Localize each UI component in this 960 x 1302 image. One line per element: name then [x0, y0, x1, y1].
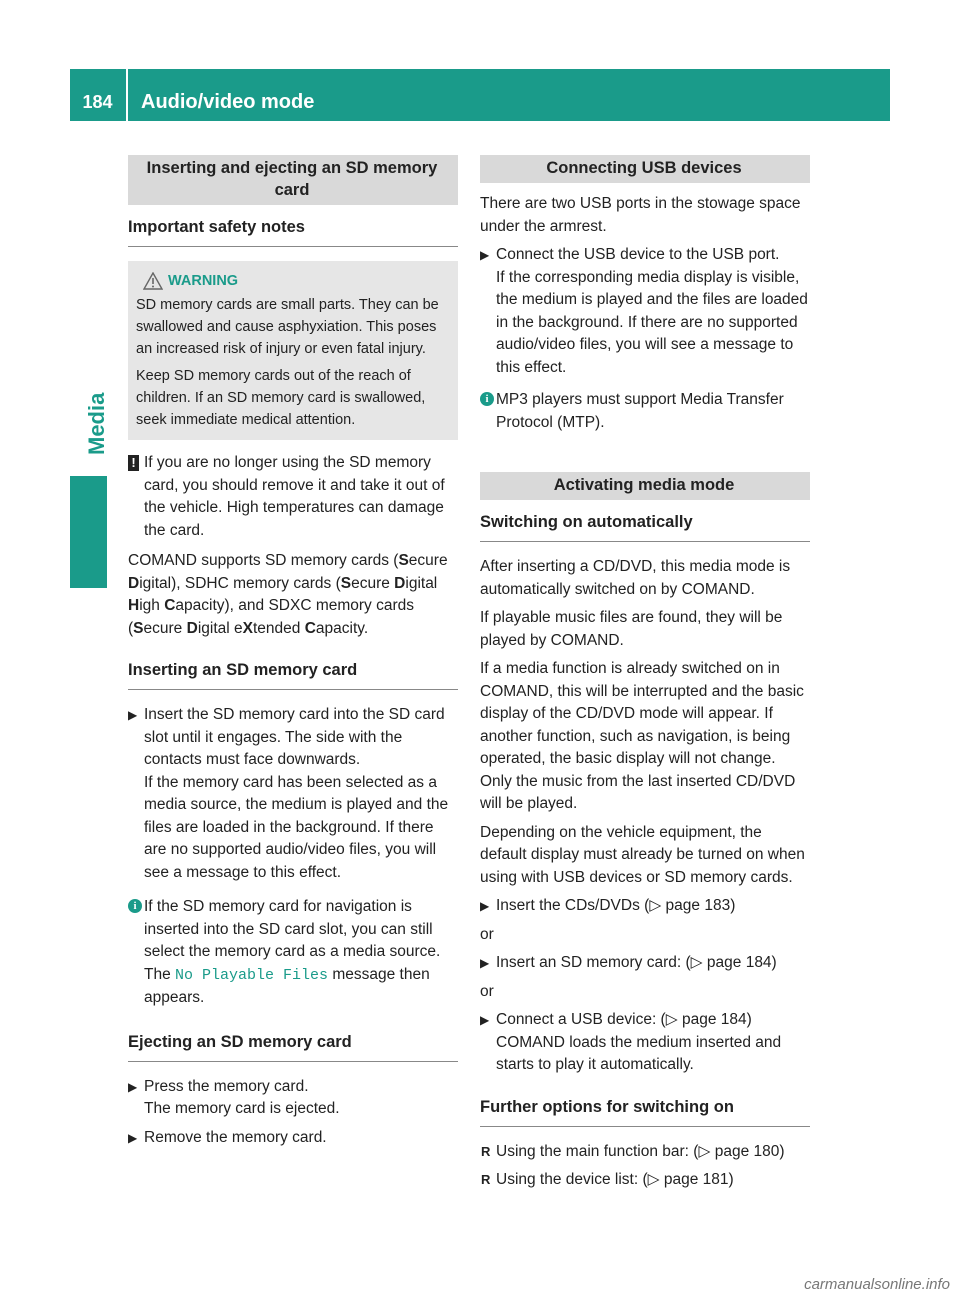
step-usb-connect [480, 244, 810, 379]
section-heading-usb: Connecting USB devices [480, 155, 810, 183]
auto-paragraph-4: Depending on the vehicle equipment, the default display must already be turned on when using with USB devices or SD memory cards. [480, 823, 805, 886]
supports-abbr: X [242, 619, 253, 637]
subheading-safety: Important safety notes [128, 215, 458, 247]
spacer [128, 1018, 458, 1030]
spacer [480, 442, 810, 472]
exclamation-icon: ! [128, 455, 139, 471]
warning-triangle-icon [143, 272, 163, 290]
step-usb-result: If the corresponding media display is visible, the medium is played and the files are loaded in the background. If there are no supported audio/video files, you will see a message to this effect. [496, 268, 808, 376]
supports-abbr: D [128, 574, 140, 592]
bullet-r-icon: R [481, 1172, 491, 1187]
supports-text: ecure [351, 574, 395, 592]
step-arrow-icon: ▶ [128, 1130, 138, 1145]
supports-text: COMAND supports SD memory cards ( [128, 552, 399, 569]
supports-abbr: S [133, 619, 144, 637]
step-usb-connect-result: COMAND loads the medium inserted and starts to play it automatically. [496, 1033, 782, 1073]
info-icon: i [480, 392, 494, 406]
warning-title [136, 270, 450, 292]
side-tab-label: Media [84, 392, 109, 455]
option-main-bar [480, 1141, 810, 1164]
info-note-navigation [128, 896, 458, 1010]
step-arrow-icon: ▶ [128, 1079, 138, 1094]
left-column [128, 155, 458, 1155]
auto-paragraph-3: If a media function is already switched on in COMAND, this will be interrupted and the basic display of the CD/DVD mode will appear. If another function, such as navigation, is being operated, the basic display will not change. Only the music from the last inserted CD/DVD will be played. [480, 660, 804, 812]
info-note-mtp-text: MP3 players must support Media Transfer Protocol (MTP). [496, 391, 784, 431]
supports-text: igital e [197, 619, 243, 637]
supports-text: apacity. [315, 619, 369, 637]
subheading-ejecting: Ejecting an SD memory card [128, 1030, 458, 1062]
page-ref-icon: ▷ [665, 1011, 678, 1028]
info-note-text-b: message then appears. [144, 965, 430, 1006]
supports-text: igh [139, 597, 165, 614]
info-note-mtp [480, 389, 810, 434]
warning-text-1: SD memory cards are small parts. They can be swallowed and cause asphyxiation. This poses an increased risk of injury or even fatal injury. [136, 297, 439, 357]
step-eject-press [128, 1076, 458, 1121]
info-note-text-a: If the SD memory card for navigation is inserted into the SD card slot, you can still select the memory card as a media source. The [144, 898, 441, 983]
page-ref-link[interactable]: page 180) [714, 1142, 785, 1160]
step-remove-text: Remove the memory card. [144, 1128, 327, 1146]
warning-title-text: WARNING [168, 273, 239, 289]
option-device-list [480, 1169, 810, 1192]
header-divider [126, 69, 128, 121]
auto-paragraph-2: If playable music files are found, they will be played by COMAND. [480, 609, 783, 649]
subheading-inserting: Inserting an SD memory card [128, 658, 458, 690]
page-ref-link[interactable]: page 181) [663, 1171, 734, 1188]
supports-abbr: H [128, 597, 140, 614]
page-ref-link[interactable]: page 184) [706, 954, 777, 971]
step-connect-usb [480, 1009, 810, 1077]
step-eject-text: Press the memory card. [144, 1077, 309, 1095]
spacer [480, 1083, 810, 1095]
page-ref-link[interactable]: page 184) [681, 1011, 752, 1028]
section-heading-sd: Inserting and ejecting an SD memory card [128, 155, 458, 205]
supports-text: apacity), and SDXC memory cards ( [128, 597, 415, 637]
spacer [128, 646, 458, 658]
supports-text: ecure [143, 619, 187, 637]
step-arrow-icon: ▶ [480, 1013, 490, 1027]
step-sd-text: Insert an SD memory card: ( [496, 954, 691, 971]
step-arrow-icon: ▶ [128, 708, 138, 722]
step-arrow-icon: ▶ [480, 899, 490, 913]
supports-paragraph [128, 550, 458, 640]
section-heading-activating: Activating media mode [480, 472, 810, 500]
step-eject-remove [128, 1127, 458, 1150]
option-device-list-text: Using the device list: ( [496, 1171, 648, 1188]
step-insert-sd [480, 952, 810, 975]
caution-note [128, 452, 458, 542]
supports-abbr: S [340, 574, 352, 592]
step-arrow-icon: ▶ [480, 248, 490, 262]
page-title: Audio/video mode [141, 91, 315, 113]
caution-text: If you are no longer using the SD memory card, you should remove it and take it out of the vehicle. High temperatures can damage the card. [144, 454, 445, 539]
step-eject-result: The memory card is ejected. [144, 1100, 340, 1117]
page-ref-link[interactable]: page 183) [665, 897, 736, 914]
page-ref-icon: ▷ [698, 1142, 711, 1160]
step-insert-cd [480, 895, 810, 918]
supports-abbr: C [164, 597, 176, 614]
option-main-bar-text: Using the main function bar: ( [496, 1142, 699, 1160]
or-text: or [480, 982, 494, 1000]
usb-intro: There are two USB ports in the stowage space under the armrest. [480, 195, 801, 235]
supports-abbr: S [398, 552, 409, 569]
step-cd-text: Insert the CDs/DVDs ( [496, 897, 650, 914]
or-text: or [480, 925, 494, 943]
page-ref-icon: ▷ [690, 954, 703, 971]
subheading-further: Further options for switching on [480, 1095, 810, 1127]
page-number: 184 [82, 92, 113, 112]
supports-text: igital [405, 574, 438, 592]
display-message-code: No Playable Files [175, 966, 329, 984]
right-column [480, 155, 810, 1198]
auto-paragraph-1: After inserting a CD/DVD, this media mode is automatically switched on by COMAND. [480, 558, 791, 598]
step-usb-text: Connect the USB device to the USB port. [496, 246, 780, 263]
step-insert [128, 704, 458, 884]
step-usb-connect-text: Connect a USB device: ( [496, 1011, 666, 1028]
watermark: carmanualsonline.info [804, 1275, 950, 1293]
supports-text: tended [252, 619, 305, 637]
step-insert-result: If the memory card has been selected as a media source, the medium is played and the files are loaded in the background. If there are no supported audio/video files, you will see a message to this effect. [144, 773, 449, 881]
supports-abbr: C [304, 619, 316, 637]
side-tab-block [70, 476, 107, 588]
warning-box [128, 261, 458, 440]
info-icon: i [128, 899, 142, 913]
bullet-r-icon: R [481, 1143, 491, 1159]
supports-abbr: D [186, 619, 198, 637]
supports-text: igital), SDHC memory cards ( [139, 574, 341, 592]
step-insert-text: Insert the SD memory card into the SD card slot until it engages. The side with the contacts must face downwards. [144, 706, 445, 768]
supports-text: ecure [408, 552, 448, 569]
supports-abbr: D [394, 574, 406, 592]
page-ref-icon: ▷ [649, 897, 662, 914]
warning-text-2: Keep SD memory cards out of the reach of children. If an SD memory card is swallowed, seek immediate medical attention. [136, 368, 426, 428]
subheading-auto: Switching on automatically [480, 510, 810, 542]
page-ref-icon: ▷ [647, 1171, 660, 1188]
step-arrow-icon: ▶ [480, 956, 490, 970]
